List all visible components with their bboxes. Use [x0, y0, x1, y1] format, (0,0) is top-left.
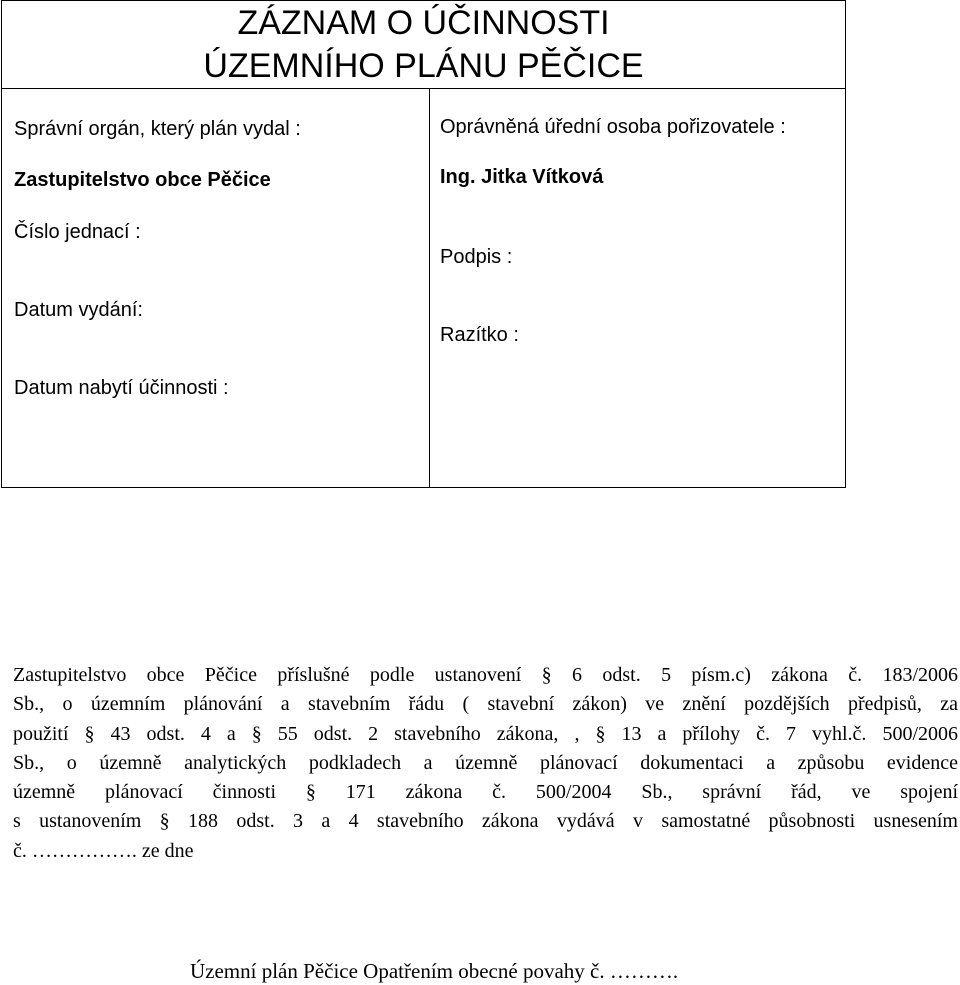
- title-row: [2, 1, 845, 89]
- paragraph-line: Sb., o územním plánování a stavebním řádu ( stavební zákon) ve znění pozdějších předpisů, za: [13, 693, 958, 716]
- record-box: [1, 0, 846, 488]
- paragraph-line: Sb., o územně analytických podkladech a územně plánovací dokumentaci a způsobu evidence: [13, 751, 958, 774]
- paragraph-line: územně plánovací činnosti § 171 zákona č. 500/2004 Sb., správní řád, ve spojení: [13, 781, 958, 804]
- stamp-label: Razítko :: [440, 324, 519, 346]
- signature-label: Podpis :: [440, 246, 513, 268]
- column-divider: [429, 89, 430, 488]
- footer-text: Územní plán Pěčice Opatřením obecné povahy č. ……….: [190, 959, 679, 983]
- official-value: Ing. Jitka Vítková: [440, 166, 604, 188]
- official-label: Oprávněná úřední osoba pořizovatele :: [440, 116, 786, 138]
- resolution-paragraph: [13, 661, 958, 866]
- paragraph-line: č. ……………. ze dne: [13, 839, 194, 862]
- page-title-line-2: ÚZEMNÍHO PLÁNU PĚČICE: [203, 47, 644, 85]
- authority-label: Správní orgán, který plán vydal :: [14, 118, 301, 140]
- authority-value: Zastupitelstvo obce Pěčice: [14, 169, 271, 191]
- paragraph-line: s ustanovením § 188 odst. 3 a 4 stavebního zákona vydává v samostatné působnosti usnesením: [13, 810, 958, 833]
- paragraph-line: použití § 43 odst. 4 a § 55 odst. 2 stavebního zákona, , § 13 a přílohy č. 7 vyhl.č. 500/2006: [13, 722, 958, 745]
- issue-date-label: Datum vydání:: [14, 299, 143, 321]
- effective-date-label: Datum nabytí účinnosti :: [14, 377, 229, 399]
- reference-number-label: Číslo jednací :: [14, 221, 141, 243]
- page-title-line-1: ZÁZNAM O ÚČINNOSTI: [237, 4, 610, 42]
- paragraph-line: Zastupitelstvo obce Pěčice příslušné podle ustanovení § 6 odst. 5 písm.c) zákona č. 183/2006: [13, 664, 958, 686]
